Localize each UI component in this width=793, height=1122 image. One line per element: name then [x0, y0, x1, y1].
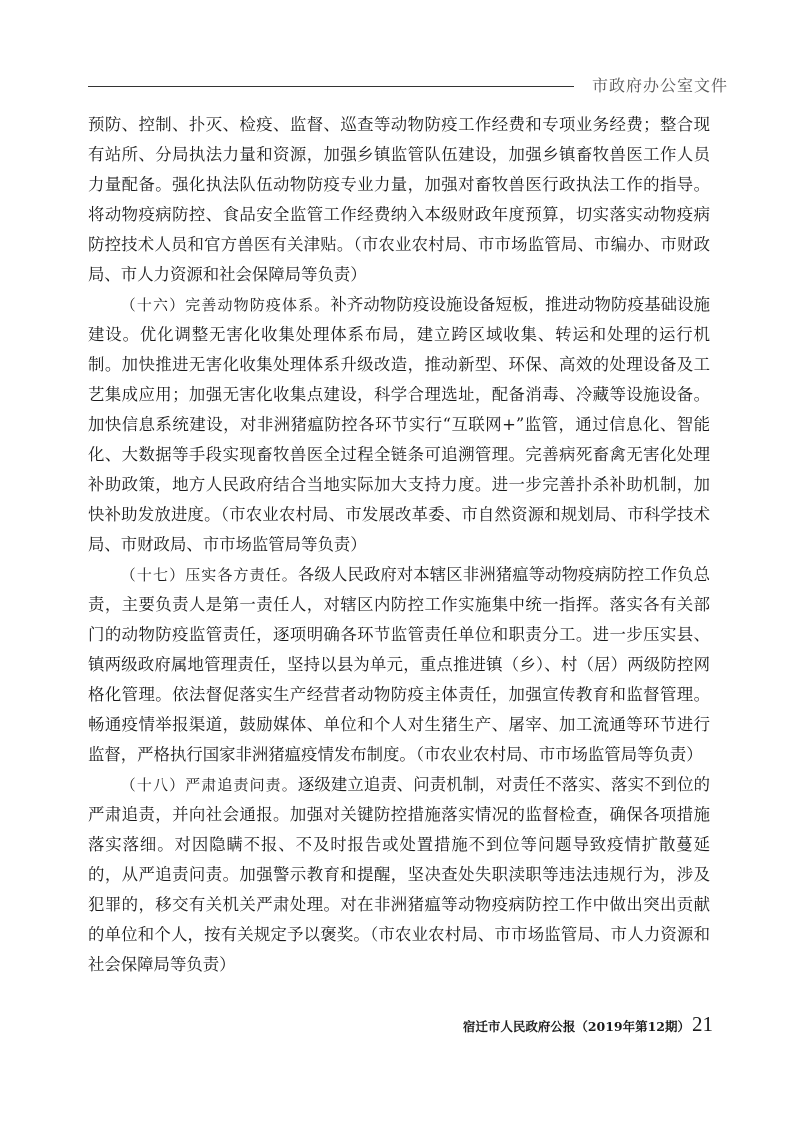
publication-name: 宿迁市人民政府公报（2019年第12期） — [462, 1019, 690, 1034]
section-heading-17: （十七）压实各方责任。 — [120, 566, 298, 584]
section-heading-16: （十六）完善动物防疫体系。 — [120, 296, 331, 314]
header-title: 市政府办公室文件 — [591, 76, 728, 95]
document-body — [88, 110, 710, 980]
section-heading-18: （十八）严肃追责问责。 — [120, 776, 298, 794]
paragraph-16 — [88, 290, 710, 560]
paragraph-17 — [88, 560, 710, 770]
paragraph-text: 补齐动物防疫设施设备短板，推进动物防疫基础设施建设。优化调整无害化收集处理体系布局，建立跨区域收集、转运和处理的运行机制。加快推进无害化收集处理体系升级改造，推动新型、环保、高效的处理设备及工艺集成应用；加强无害化收集点建设，科学合理选址，配备消毒、冷藏等设施设备。加快信息系统建设，对非洲猪瘟防控各环节实行“互联网+”监管，通过信息化、智能化、大数据等手段实现畜牧兽医全过程全链条可追溯管理。完善病死畜禽无害化处理补助政策，地方人民政府结合当地实际加大支持力度。进一步完善扑杀补助机制，加快补助发放进度。（市农业农村局、市发展改革委、市自然资源和规划局、市科学技术局、市财政局、市市场监管局等负责） — [88, 295, 710, 554]
page-footer — [463, 1012, 713, 1040]
paragraph-text: 预防、控制、扑灭、检疫、监督、巡查等动物防疫工作经费和专项业务经费；整合现有站所、分局执法力量和资源，加强乡镇监管队伍建设，加强乡镇畜牧兽医工作人员力量配备。强化执法队伍动物防疫专业力量，加强对畜牧兽医行政执法工作的指导。将动物疫病防控、食品安全监管工作经费纳入本级财政年度预算，切实落实动物疫病防控技术人员和官方兽医有关津贴。（市农业农村局、市市场监管局、市编办、市财政局、市人力资源和社会保障局等负责） — [88, 115, 710, 284]
header-rule — [88, 86, 574, 87]
paragraph-continuation — [88, 110, 710, 290]
paragraph-text: 逐级建立追责、问责机制，对责任不落实、落实不到位的严肃追责，并向社会通报。加强对关键防控措施落实情况的监督检查，确保各项措施落实落细。对因隐瞒不报、不及时报告或处置措施不到位等问题导致疫情扩散蔓延的，从严追责问责。加强警示教育和提醒，坚决查处失职渎职等违法违规行为，涉及犯罪的，移交有关机关严肃处理。对在非洲猪瘟等动物疫病防控工作中做出突出贡献的单位和个人，按有关规定予以褒奖。（市农业农村局、市市场监管局、市人力资源和社会保障局等负责） — [88, 775, 710, 974]
paragraph-18 — [88, 770, 710, 980]
page-header — [88, 74, 728, 98]
paragraph-text: 各级人民政府对本辖区非洲猪瘟等动物疫病防控工作负总责，主要负责人是第一责任人，对辖区内防控工作实施集中统一指挥。落实各有关部门的动物防疫监管责任，逐项明确各环节监管责任单位和职责分工。进一步压实县、镇两级政府属地管理责任，坚持以县为单元，重点推进镇（乡）、村（居）两级防控网格化管理。依法督促落实生产经营者动物防疫主体责任，加强宣传教育和监督管理。畅通疫情举报渠道，鼓励媒体、单位和个人对生猪生产、屠宰、加工流通等环节进行监督，严格执行国家非洲猪瘟疫情发布制度。（市农业农村局、市市场监管局等负责） — [88, 565, 710, 764]
page-number: 21 — [692, 1012, 713, 1036]
